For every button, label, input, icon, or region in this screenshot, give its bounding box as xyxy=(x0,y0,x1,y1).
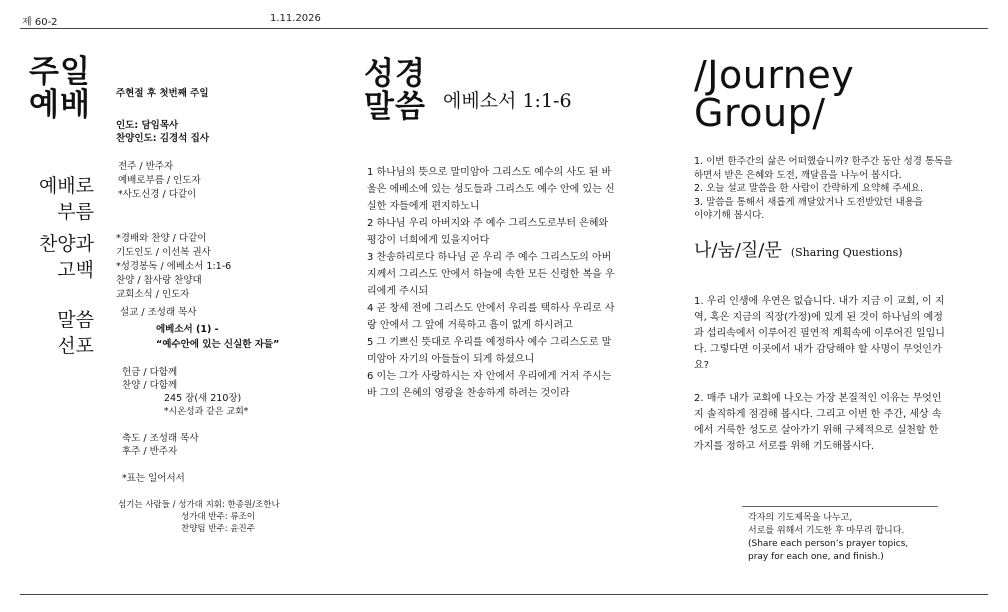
worship-subtitle: 주현절 후 첫번째 주일 xyxy=(116,88,209,99)
order-item: 교회소식 / 인도자 xyxy=(116,289,190,300)
scripture-title-line2: 말씀 xyxy=(364,89,426,125)
section-heading-word xyxy=(20,307,94,359)
postlude-line: 후주 / 반주자 xyxy=(122,446,178,457)
sermon-line: 설교 / 조성래 목사 xyxy=(120,307,197,318)
journey-question-line: 2. 오늘 설교 말씀을 한 사람이 간략하게 요약해 주세요. xyxy=(694,183,923,194)
scripture-line: 지께서 그리스도 안에서 하늘에 속한 모든 신령한 복을 우 xyxy=(367,269,615,280)
scripture-title-line1: 성경 xyxy=(364,56,426,92)
journey-question-line: 하면서 받은 은혜와 도전, 깨달음을 나누어 봅시다. xyxy=(694,169,902,181)
servers-label: 섬기는 사람들 / 성가대 지휘: 한종원/조한나 xyxy=(118,500,280,510)
sharing-line: 2. 매주 내가 교회에 나오는 가장 본질적인 이유는 무엇인 xyxy=(694,393,942,404)
scripture-line: 2 하나님 우리 아버지와 주 예수 그리스도로부터 은혜와 xyxy=(367,218,609,229)
sharing-question-2 xyxy=(694,391,942,455)
order-item: 예배로부름 / 인도자 xyxy=(118,175,201,186)
scripture-line: 1 하나님의 뜻으로 말미암아 그리스도 예수의 사도 된 바 xyxy=(367,167,612,178)
offering-line: 헌금 / 다함께 xyxy=(122,367,178,378)
order-item: 전주 / 반주자 xyxy=(118,161,174,172)
stand-note: *표는 일어서서 xyxy=(122,473,185,484)
prayer-note xyxy=(748,512,908,564)
section-heading-line: 선포 xyxy=(57,335,94,357)
blessing-line: 축도 / 조성래 목사 xyxy=(122,433,199,444)
prayer-line: (Share each person’s prayer topics, xyxy=(748,539,909,549)
sharing-line: 지 솔직하게 점검해 봅시다. 그리고 이번 한 주간, 세상 속 xyxy=(694,409,942,420)
scripture-line: 평강이 너희에게 있을지어다 xyxy=(367,235,490,246)
praise-leader-line: 찬양인도: 김경석 집사 xyxy=(116,133,210,144)
sharing-line: 요? xyxy=(694,360,709,371)
worship-title xyxy=(29,56,91,122)
sharing-title: 나/눔/질/문 xyxy=(694,240,782,261)
order-item: *성경봉독 / 에베소서 1:1-6 xyxy=(116,261,232,272)
top-divider xyxy=(20,28,988,29)
worship-title-line1: 주일 xyxy=(29,54,91,90)
worship-title-line2: 예배 xyxy=(29,87,91,123)
prayer-divider xyxy=(742,506,938,507)
scripture-line: 실한 자들에게 편지하노니 xyxy=(367,201,480,212)
scripture-reference: 에베소서 1:1-6 xyxy=(443,90,572,112)
sharing-line: 가지를 정하고 서로를 위해 기도해봅시다. xyxy=(694,441,875,452)
scripture-line: 6 이는 그가 사랑하시는 자 안에서 우리에게 거저 주시는 xyxy=(367,371,612,382)
section-heading-line: 말씀 xyxy=(57,309,94,331)
prayer-line: 각자의 기도제목을 나누고, xyxy=(748,513,853,523)
order-item: 찬양 / 참사랑 찬양대 xyxy=(116,275,202,286)
journey-question-line: 1. 이번 한주간의 삶은 어떠했습니까? 한주간 동안 성경 통독을 xyxy=(694,156,953,167)
servers-accompanist: 성가대 반주: 류조이 xyxy=(181,512,255,522)
scripture-line: 3 찬송하리로다 하나님 곧 우리 주 예수 그리스도의 아버 xyxy=(367,252,612,263)
sharing-heading xyxy=(694,236,903,262)
scripture-title xyxy=(364,58,426,124)
hymn-title: *시온성과 같은 교회* xyxy=(164,407,249,417)
scripture-line: 랑 안에서 그 앞에 거룩하고 흠이 없게 하시려고 xyxy=(367,320,573,331)
order-item: *사도신경 / 다같이 xyxy=(118,189,197,200)
section-heading-praise xyxy=(20,231,94,283)
section-heading-line: 예배로 xyxy=(38,175,94,197)
section-heading-call xyxy=(20,173,94,225)
service-date: 1.11.2026 xyxy=(270,13,321,24)
sermon-title-line2: “예수안에 있는 신실한 자들” xyxy=(156,339,280,350)
sharing-subtitle: (Sharing Questions) xyxy=(790,246,903,259)
scripture-line: 바 그의 은혜의 영광을 찬송하게 하려는 것이라 xyxy=(367,388,570,399)
journey-questions xyxy=(694,155,953,223)
order-list-call xyxy=(118,160,201,202)
order-list-praise xyxy=(116,232,231,302)
scripture-line: 5 그 기쁘신 뜻대로 우리를 예정하사 예수 그리스도로 말 xyxy=(367,337,612,348)
section-heading-line: 고백 xyxy=(57,259,94,281)
scripture-text xyxy=(367,164,615,402)
scripture-line: 리에게 주시되 xyxy=(367,286,429,297)
journey-question-line: 이야기해 봅시다. xyxy=(694,210,765,221)
sermon-title-line1: 에베소서 (1) - xyxy=(156,324,219,335)
sharing-line: 다. 그렇다면 이곳에서 내가 감당해야 할 사명이 무엇인가 xyxy=(694,344,942,355)
sharing-question-1 xyxy=(694,294,945,374)
section-heading-line: 찬양과 xyxy=(38,233,94,255)
hymn-line: 찬양 / 다함께 xyxy=(122,380,178,391)
leader-line: 인도: 담임목사 xyxy=(116,120,179,131)
sharing-line: 에서 거룩한 성도로 살아가기 위해 구체적으로 실천할 한 xyxy=(694,425,939,436)
journey-title xyxy=(694,53,855,135)
journey-title-line1: /Journey xyxy=(694,53,855,97)
order-item: 기도인도 / 이선복 권사 xyxy=(116,247,211,258)
scripture-line: 미암아 자기의 아들들이 되게 하셨으니 xyxy=(367,354,535,365)
prayer-line: 서로를 위해서 기도한 후 마무리 합니다. xyxy=(748,526,905,536)
sharing-line: 역, 혹은 지금의 직장(가정)에 있게 된 것이 하나님의 예정 xyxy=(694,312,943,323)
scripture-line: 4 곧 창세 전에 그리스도 안에서 우리를 택하사 우리로 사 xyxy=(367,303,615,314)
servers-praise-team: 찬양팀 반주: 윤진주 xyxy=(181,524,255,534)
scripture-line: 울은 에베소에 있는 성도들과 그리스도 예수 안에 있는 신 xyxy=(367,184,615,195)
bottom-divider xyxy=(20,594,988,595)
journey-title-line2: Group/ xyxy=(694,91,826,135)
hymn-number: 245 장(새 210장) xyxy=(164,393,242,404)
prayer-line: pray for each one, and finish.) xyxy=(748,552,884,562)
issue-number: 제 60-2 xyxy=(22,17,58,28)
journey-question-line: 3. 말씀을 통해서 새롭게 깨달았거나 도전받았던 내용을 xyxy=(694,196,924,208)
sharing-line: 1. 우리 인생에 우연은 없습니다. 내가 지금 이 교회, 이 지 xyxy=(694,296,945,307)
sharing-line: 과 섭리속에서 이루어진 필연적 계획속에 이루어진 일입니 xyxy=(694,328,945,339)
order-item: *경배와 찬양 / 다같이 xyxy=(116,233,207,244)
section-heading-line: 부름 xyxy=(57,201,94,223)
